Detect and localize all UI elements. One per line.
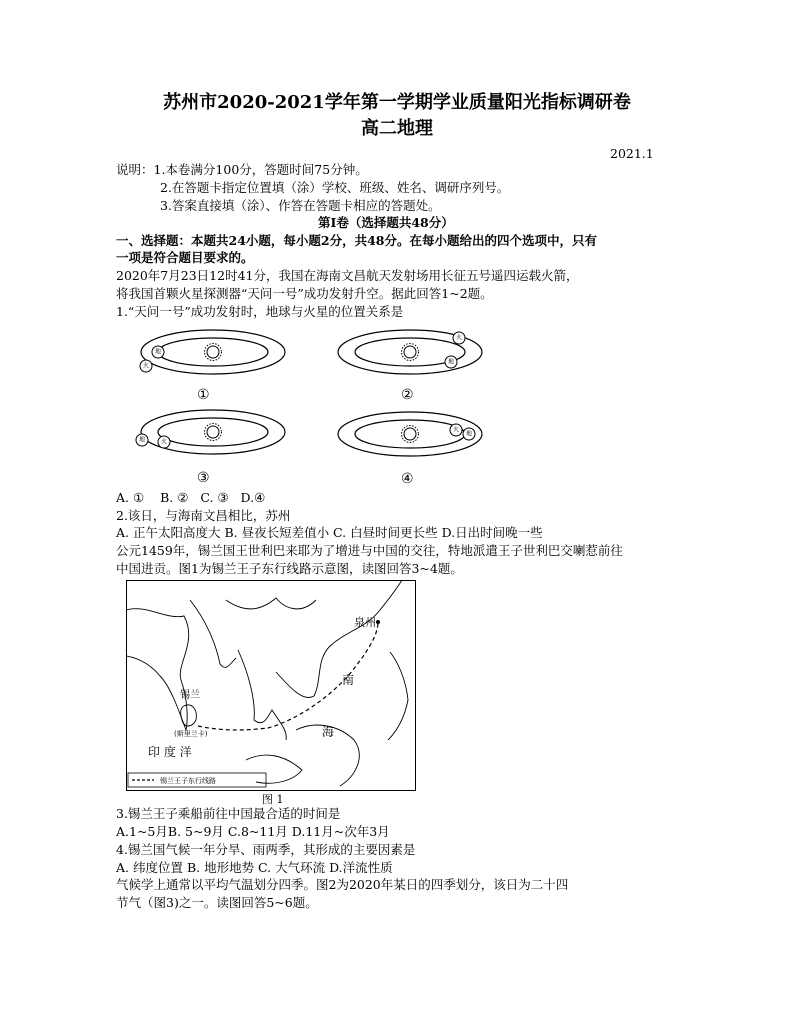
sun-icon: [205, 344, 222, 361]
svg-text:火: 火: [452, 426, 460, 434]
intro1-line2: 将我国首颗火星探测器“天问一号”成功发射升空。据此回答1~2题。: [116, 286, 493, 301]
svg-text:地: 地: [154, 348, 162, 356]
exam-title: 苏州市2020-2021学年第一学期学业质量阳光指标调研卷: [163, 92, 631, 113]
q2-stem: 2.该日，与海南文昌相比，苏州: [116, 508, 291, 523]
figure-1-caption: 图 1: [262, 793, 284, 806]
svg-text:火: 火: [455, 334, 463, 342]
orbit-diagrams: [124, 318, 494, 490]
q4-options: A. 纬度位置 B. 地形地势 C. 大气环流 D.洋流性质: [116, 860, 393, 875]
intro3-line2: 节气（图3)之一。读图回答5~6题。: [116, 895, 318, 910]
section-title: 第Ⅰ卷（选择题共48分）: [318, 215, 454, 230]
section-heading-line2: 一项是符合题目要求的。: [116, 250, 254, 265]
mars-marker-1: [140, 360, 152, 372]
mars-marker-3: [158, 436, 170, 448]
sun-icons: [205, 344, 419, 443]
svg-text:地: 地: [465, 430, 473, 438]
diagram-label-3: ③: [197, 470, 210, 486]
diagram-label-2: ②: [401, 387, 414, 403]
intro2-line2: 中国进贡。图1为锡兰王子东行线路示意图，读图回答3~4题。: [116, 561, 463, 576]
instruction-1: 说明：1.本卷满分100分，答题时间75分钟。: [116, 162, 368, 177]
exam-subtitle: 高二地理: [361, 118, 433, 139]
map-label-hai: 海: [322, 725, 335, 739]
svg-text:地: 地: [447, 358, 455, 366]
section-heading-line1: 一、选择题：本题共24小题，每小题2分，共48分。在每小题给出的四个选项中，只有: [116, 233, 597, 248]
earth-marker-2: [445, 356, 457, 368]
earth-marker-3: [136, 434, 148, 446]
mars-marker-2: [453, 332, 465, 344]
map-label-ceylon: 锡兰: [180, 690, 200, 701]
quanzhou-marker: [376, 620, 380, 624]
svg-text:火: 火: [160, 438, 168, 446]
svg-text:地: 地: [138, 436, 146, 444]
earth-marker-4: [463, 428, 475, 440]
sun-icon: [205, 424, 222, 441]
route-map: [126, 580, 416, 794]
exam-date: 2021.1: [610, 146, 654, 161]
earth-marker-1: [152, 346, 164, 358]
mars-marker-4: [450, 424, 462, 436]
q4-stem: 4.锡兰国气候一年分旱、雨两季，其形成的主要因素是: [116, 842, 416, 857]
instruction-3: 3.答案直接填（涂）、作答在答题卡相应的答题处。: [160, 198, 441, 213]
q2-options: A. 正午太阳高度大 B. 昼夜长短差值小 C. 白昼时间更长些 D.日出时间晚一些: [116, 525, 543, 540]
sun-icon: [402, 344, 419, 361]
q3-stem: 3.锡兰王子乘船前往中国最合适的时间是: [116, 806, 341, 821]
instruction-2: 2.在答题卡指定位置填（涂）学校、班级、姓名、调研序列号。: [160, 180, 510, 195]
intro2-line1: 公元1459年，锡兰国王世利巴来耶为了增进与中国的交往，特地派遣王子世利巴交喇惹前往: [116, 543, 623, 558]
svg-text:火: 火: [142, 362, 150, 370]
map-label-ocean: 印 度 洋: [148, 745, 192, 759]
q1-options: A. ① B. ② C. ③ D.④: [116, 490, 266, 505]
diagram-label-4: ④: [401, 471, 414, 487]
map-label-quanzhou: 泉州: [354, 616, 376, 629]
map-label-srilanka: (斯里兰卡): [174, 730, 208, 738]
q3-options: A.1~5月B. 5~9月 C.8~11月 D.11月~次年3月: [116, 824, 390, 839]
map-label-nan: 南: [342, 673, 355, 687]
sun-icon: [402, 426, 419, 443]
map-legend-label: 锡兰王子东行线路: [160, 777, 216, 785]
intro1-line1: 2020年7月23日12时41分，我国在海南文昌航天发射场用长征五号遥四运载火箭，: [116, 268, 579, 283]
diagram-label-1: ①: [197, 387, 210, 403]
q1-stem: 1.“天问一号”成功发射时，地球与火星的位置关系是: [116, 304, 404, 319]
intro3-line1: 气候学上通常以平均气温划分四季。图2为2020年某日的四季划分，该日为二十四: [116, 877, 569, 892]
